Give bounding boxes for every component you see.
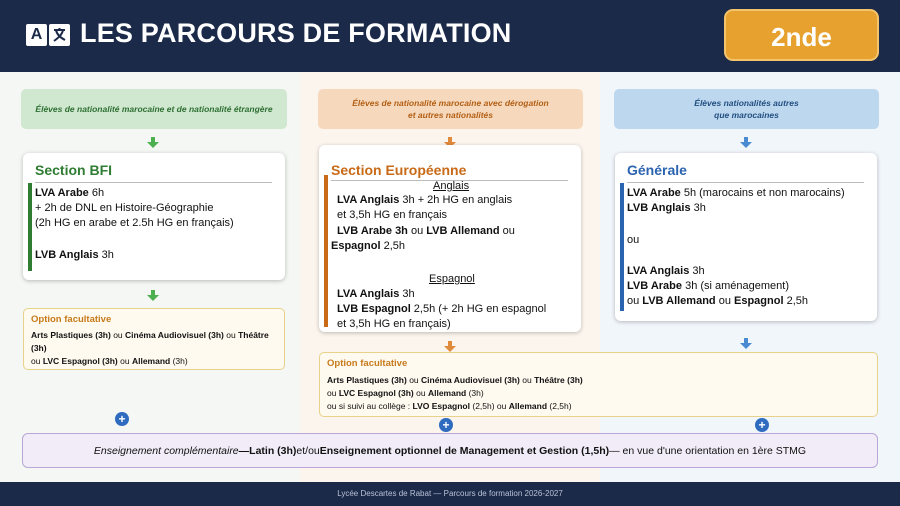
card-line — [627, 279, 789, 293]
text-run: (3h) — [466, 388, 484, 398]
card-title: Section BFI — [35, 162, 113, 178]
text-run: ou — [117, 356, 132, 366]
logo-letter: A — [26, 24, 47, 46]
option-line — [327, 374, 583, 386]
text-run: Arts Plastiques (3h) — [327, 375, 407, 385]
text-run: LVB Arabe — [627, 280, 683, 292]
text-run: (2h HG en arabe et 2.5h HG en français) — [35, 217, 234, 229]
translate-icon — [26, 24, 70, 46]
option-line — [327, 400, 572, 412]
text-run: LVA Arabe — [627, 187, 681, 199]
complementary-teaching-banner — [22, 433, 878, 468]
card-line — [627, 186, 845, 200]
pill-line: et autres nationalités — [407, 110, 494, 120]
level-badge: 2nde — [724, 9, 879, 61]
text-run: ou si suivi au collège : — [327, 401, 413, 411]
subheading-espagnol — [429, 272, 475, 286]
text-run: (3h) — [31, 343, 47, 353]
option-box-bfi — [23, 308, 285, 370]
text-run: (2,5h) — [547, 401, 572, 411]
text-run: Allemand — [508, 401, 548, 411]
banner-italic: Enseignement complémentaire — [93, 444, 239, 457]
text-run: et 3,5h HG en français) — [337, 318, 451, 330]
card-line — [627, 233, 639, 247]
text-run: Espagnol — [734, 295, 784, 307]
text-run: 2,5h — [783, 295, 808, 307]
text-run: et 3,5h HG en français — [337, 209, 448, 221]
text-run: ou — [327, 388, 339, 398]
pill-line: Élèves de nationalité marocaine et de nationalité étrangère — [35, 103, 273, 114]
logo-glyph — [49, 24, 70, 46]
page-title: LES PARCOURS DE FORMATION — [80, 18, 512, 48]
text-run: Allemand — [131, 356, 171, 366]
banner-latin: Latin (3h) — [249, 444, 297, 457]
card-line — [337, 193, 512, 207]
card-line — [627, 294, 808, 308]
option-line — [31, 329, 269, 341]
text-run: ou — [406, 375, 422, 385]
card-line — [35, 248, 114, 262]
text-run: LVB Anglais — [627, 202, 691, 214]
text-run: ou — [715, 295, 734, 307]
plus-icon: + — [439, 418, 453, 432]
text-run: ou — [31, 356, 43, 366]
audience-pill-europeenne — [318, 89, 583, 129]
card-title: Section Européenne — [331, 162, 467, 178]
text-run: LVB Arabe 3h — [337, 225, 408, 237]
text-run: Espagnol — [331, 240, 381, 252]
text-run: 6h — [88, 187, 105, 199]
header-bar — [0, 0, 900, 72]
text-run: 3h — [689, 265, 705, 277]
audience-pill-bfi — [21, 89, 287, 129]
text-run: Théâtre — [238, 330, 269, 340]
pill-line: Élèves de nationalité marocaine avec dérogation — [352, 97, 549, 108]
pill-line: Élèves nationalités autres — [694, 97, 799, 108]
text-run: LVB Espagnol — [337, 303, 411, 315]
text-run: ou — [413, 388, 428, 398]
card-generale — [615, 153, 877, 321]
text-run: (2,5h) ou — [470, 401, 509, 411]
card-line — [337, 224, 515, 238]
text-run: 3h (si aménagement) — [682, 280, 790, 292]
text-run: LVB Allemand — [642, 295, 716, 307]
divider — [627, 182, 864, 183]
text-run: 3h + 2h HG en anglais — [399, 194, 513, 206]
text-run: LVC Espagnol (3h) — [42, 356, 118, 366]
text-run: ou — [110, 330, 126, 340]
text-run: (3h) — [170, 356, 188, 366]
text-run: + 2h de DNL en Histoire-Géographie — [35, 202, 214, 214]
card-line — [627, 264, 705, 278]
text-run: ou — [223, 330, 239, 340]
text-run: LVA Anglais — [337, 194, 400, 206]
plus-icon: + — [115, 412, 129, 426]
text-run: LVB Anglais — [35, 249, 99, 261]
banner-etou: et/ou — [296, 444, 320, 457]
text-run: LVA Arabe — [35, 187, 89, 199]
card-accent-bar — [620, 183, 624, 311]
text-run: Cinéma Audiovisuel (3h) — [125, 330, 224, 340]
text-run: LVA Anglais — [627, 265, 690, 277]
option-line — [327, 387, 484, 399]
card-line — [337, 302, 546, 316]
card-line — [627, 201, 706, 215]
card-line — [337, 317, 451, 331]
text-run: Anglais — [433, 180, 470, 192]
card-section-europeenne — [319, 145, 581, 332]
card-line — [337, 208, 447, 222]
text-run: ou — [627, 295, 643, 307]
divider — [35, 182, 272, 183]
card-line — [337, 287, 415, 301]
text-run: ou — [627, 234, 640, 246]
card-line — [35, 216, 234, 230]
text-run: LVB Allemand — [426, 225, 500, 237]
text-run: Espagnol — [429, 273, 475, 285]
card-section-bfi — [23, 153, 285, 280]
text-run: LVA Anglais — [337, 288, 400, 300]
text-run: 3h — [690, 202, 706, 214]
plus-icon: + — [755, 418, 769, 432]
text-run: 2,5h — [380, 240, 405, 252]
option-line — [31, 342, 47, 354]
text-run: 5h (marocains et non marocains) — [680, 187, 845, 199]
card-line — [331, 239, 405, 253]
text-run: ou — [519, 375, 535, 385]
banner-dash: — — [238, 444, 250, 457]
banner-tail: — en vue d'une orientation en 1ère STMG — [609, 444, 807, 457]
pill-line: que marocaines — [714, 110, 779, 120]
text-run: 2,5h (+ 2h HG en espagnol — [410, 303, 547, 315]
text-run: LVO Espagnol — [412, 401, 470, 411]
text-run: 3h — [98, 249, 114, 261]
text-run: Cinéma Audiovisuel (3h) — [421, 375, 520, 385]
card-accent-bar — [28, 183, 32, 271]
audience-pill-generale — [614, 89, 879, 129]
option-box-shared — [319, 352, 878, 417]
option-title: Option facultative — [327, 358, 408, 369]
text-run: ou — [499, 225, 515, 237]
text-run: ou — [407, 225, 427, 237]
text-run: 3h — [399, 288, 415, 300]
banner-management: Enseignement optionnel de Management et Gestion (1,5h) — [319, 444, 610, 457]
text-run: Arts Plastiques (3h) — [31, 330, 111, 340]
card-accent-bar — [324, 175, 328, 327]
card-line — [35, 186, 104, 200]
footer: Lycée Descartes de Rabat — Parcours de formation 2026-2027 — [0, 482, 900, 506]
text-run: Théâtre (3h) — [534, 375, 583, 385]
card-line — [35, 201, 213, 215]
subheading-anglais — [433, 179, 469, 193]
option-line — [31, 355, 188, 367]
text-run: LVC Espagnol (3h) — [338, 388, 414, 398]
card-title: Générale — [627, 162, 687, 178]
text-run: Allemand — [427, 388, 467, 398]
option-title: Option facultative — [31, 314, 112, 325]
